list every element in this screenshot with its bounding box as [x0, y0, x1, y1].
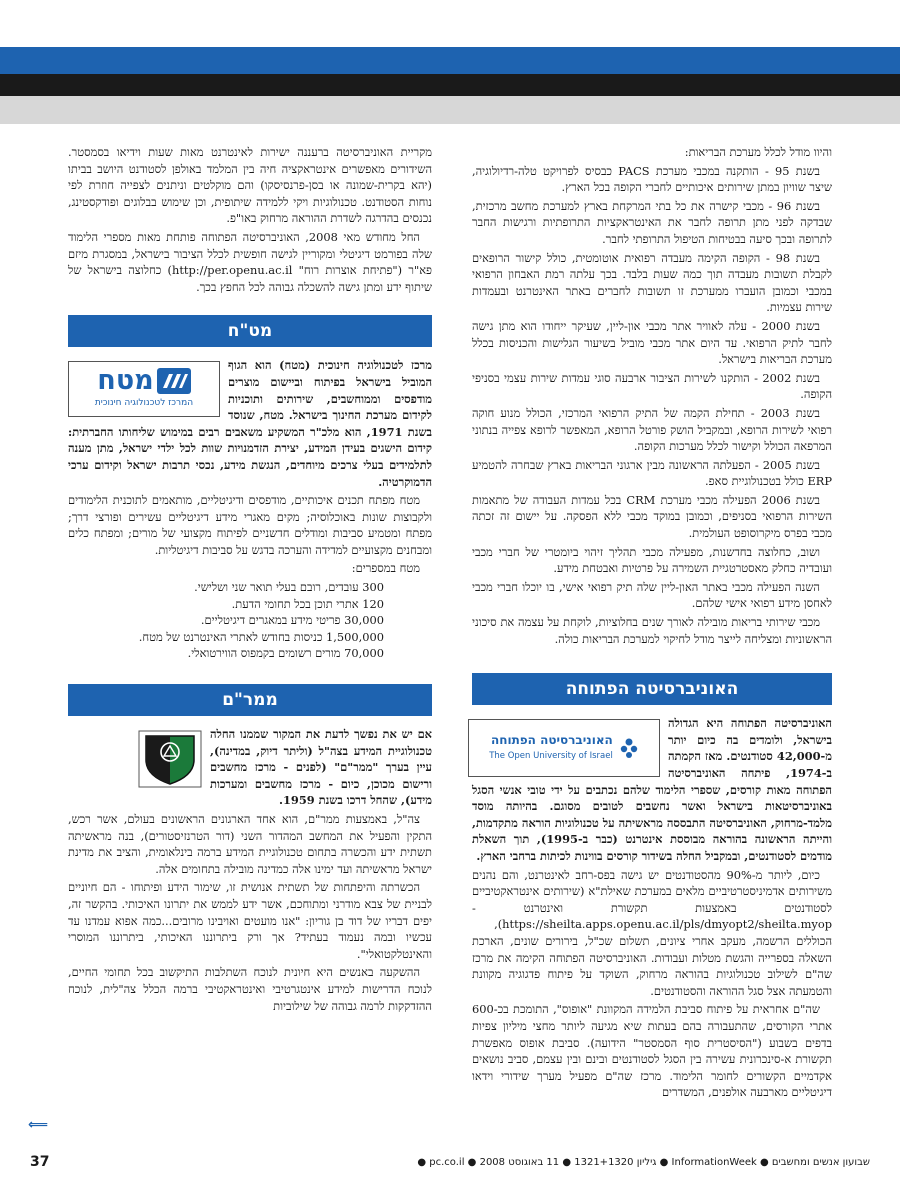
matach-list-item: 30,000 פריטי מידע במאגרים דיגיטליים. — [200, 613, 384, 628]
open-university-heading: האוניברסיטה הפתוחה — [472, 673, 832, 705]
open-university-logo — [468, 719, 660, 777]
mamram-logo — [138, 730, 202, 788]
mamram-emblem-icon — [138, 730, 202, 788]
matach-logo-subtitle: המרכז לטכנולוגיה חינוכית — [94, 398, 194, 409]
open-university-continued: מקריית האוניברסיטה ברעננה ישירות לאינטרנט מאות שעות וידיאו בסמסטר. השידורים מאפשרים אינטראקציה חיה בין המלמד באולפן לסטודנט היושב בביתו (יהא בקרית-שמונה או בסן-פרנסיסקו) והם מוקלטים וניתנים לצפייה חוזרת לפי נוחות הסטודנט. טכנולוגיות ויקי ללמידה שיתופית, וכן שימוש בבלוגים ופודקסטינג, נכנסים בהדרגה לשדרת ההוראה מרחוק באו"פ. — [68, 145, 432, 226]
page-footer — [0, 1154, 900, 1171]
maccabi-paragraph: בשנת 2000 - עלה לאוויר אתר מכבי און-ליין, שעיקר ייחודו הוא מתן גישה לחבר לתיק הרפואי. עד היום אתר מכבי מוביל בשיעור הגלישות והכניסות בכלל מערכת הבריאות בישראל. — [472, 318, 832, 367]
maccabi-paragraph: בשנת 95 - הותקנה במכבי מערכת PACS כבסיס לפרויקט טלה-רדיולוגיה, שיצר שוויון במתן שירותים איכותיים לחברי הקופה בכל הארץ. — [472, 163, 832, 195]
left-column — [68, 144, 432, 1016]
continue-arrow-icon: ⟸ — [28, 1117, 49, 1133]
header-blue-band — [0, 47, 900, 74]
open-university-paragraph: כיום, ליותר מ-90% מהסטודנטים יש גישה בפס-רחב לאינטרנט, והם נהנים משירותים אדמיניסטרטיביים מלאים במערכת שאילת"א (שירותים אינטראקטיביים לסטודנטים באמצעות תקשורת ואינטרנט - https://sheilta.apps.openu.ac.il/pls/dmyopt2/sheilta.myop), הכוללים הרשמה, מעקב אחרי ציונים, תשלום שכ"ל, בירורים שונים, הארכת השאלה בספרייה והגשת מטלות ועבודות. האוניברסיטה הפתוחה הקימה את מרכז שה"ם לשילוב טכנולוגיות בהוראה מרחוק, השוקד על פיתוח פדגוגיה מקוונת והטמעתה אצל סגל ההוראה והסטודנטים. — [472, 867, 832, 998]
matach-heading: מט"ח — [68, 315, 432, 347]
mamram-paragraph: צה"ל, באמצעות ממר"ם, הוא אחד הארגונים הראשונים בעולם, אשר רכש, התקין והפעיל את המחשב המהדור השני (דור הטרנזיסטורים), בנה מראשיתה תשתית ידע והכשרה בתחום טכנולוגיית המידע ברמה בינלאומית, והציב את מדינת ישראל מראשיתה ועד ימינו אלה כמדינה מובילה בתחומים אלה. — [68, 812, 432, 876]
maccabi-paragraph: בשנת 2006 הפעילה מכבי מערכת CRM בכל עמדות העבודה של מתאמות השירות הרפואי בסניפים, וכמובן במוקד מכבי ללא הפסקה. על יישום זה זכתה מכבי בפרס מיקרוסופט העולמית. — [472, 492, 832, 541]
maccabi-paragraph: ושוב, כחלוצה בחדשנות, מפעילה מכבי תהליך זיהוי ביומטרי של חברי מכבי ועובדיה כחלק מאסטרטגיית השמירה על פרטיות ואבטחת מידע. — [472, 544, 832, 576]
right-column — [472, 144, 832, 1103]
header-gray-band — [0, 96, 900, 124]
matach-list-item: 300 עובדים, רובם בעלי תואר שני ושלישי. — [194, 580, 384, 595]
open-university-logo-hebrew: האוניברסיטה הפתוחה — [490, 732, 613, 747]
mamram-lead: אם יש את נפשך לדעת את המקור שממנו החלה טכנולוגיית המידע בצה"ל (וליתר דיוק, במדינה), עיין בערך "ממר"ם" (לפנים - מרכז מחשבים ורישום מכוכן, כיום - מרכז מחשבים ומערכות מידע), שהחל דרכו בשנת 1959. — [210, 727, 432, 808]
maccabi-paragraph: בשנת 2002 - הותקנו לשירות הציבור ארבעה סוגי עמדות שירות עצמי בסניפי הקופה. — [472, 370, 832, 402]
matach-list-item: 70,000 מורים רשומים בקמפוס הווירטואלי. — [187, 646, 384, 661]
maccabi-paragraph: מכבי שירותי בריאות מובילה לאורך שנים בחלוציות, לוקחת על עצמה את סיכוני הראשוניות ומצליחה לייצר מודל לחיקוי למערכת הבריאות כולה. — [472, 615, 832, 646]
open-university-paragraph: שה"ם אחראית על פיתוח סביבת הלמידה המקוונת "אופוס", התומכת בכ-600 אתרי הקורסים, שהתעבורה בהם בעתות שיא מגיעה ליותר מחצי מיליון צפיות בדפים בשבוע ("הסיסטרית סוף הסמסטר" הידועה). סביבת אופוס מאפשרת תקשורת א-סינכרונית עשירה בין הסגל לסטודנטים ובינם ובין עצמם, סביב נושאים אקדמיים הקשורים לחומר הלימוד. מרכז שה"ם מפעיל מערך שידורי וידאו דיגיטליים מארבעה אולפנים, המשדרים — [472, 1002, 832, 1100]
footer-publication-line: שבועון אנשים ומחשבים ● InformationWeek ● גיליון 1321+1320 ● 11 באוגוסט 2008 ● pc.co.il ● — [417, 1157, 870, 1168]
matach-lead: מרכז לטכנולוגיה חינוכית (מטח) הוא הגוף המוביל בישראל בפיתוח וביישום מוצרים מודפסים וממוחשבים, שירותים ותוכניות לקידום מערכת החינוך בישראל. מטח, שנוסד בשנת 1971, הוא מלכ"ר המשקיע משאבים רבים במימוש שליחותו החברתית: קידום הישגים בעידן המידע, יצירת הזדמנויות שוות לכל ילדי ישראל, מתן מענה לתלמידים בעלי צרכים מיוחדים, הנגשת מידע, נכסי תרבות ישראל וקידום ערכי הדמוקרטיה. — [68, 358, 432, 489]
maccabi-paragraph: השנה הפעילה מכבי באתר האון-ליין שלה תיק רפואי אישי, בו יוכלו חברי מכבי לאחסן מידע רפואי אישי שלהם. — [472, 579, 832, 611]
maccabi-paragraph: בשנת 96 - מכבי קישרה את כל בתי המרקחת בארץ למערכת מחשב מרכזית, שבדקה לפני מתן תרופה לחבר את האינטראקציות התרופתיות ורגישות החבר לתרופה ובכך סיעה בבטיחות הטיפול התרופתי לחבר. — [472, 198, 832, 246]
matach-list-item: 1,500,000 כניסות בחודש לאתרי האינטרנט של מטח. — [138, 629, 384, 644]
open-university-continued: החל מחודש מאי 2008, האוניברסיטה הפתוחה פותחת מאות מספרי הלימוד שלה בפורמט דיגיטלי ומקוריין לגישה חופשית לכלל הציבור בישראל, במסגרת מיזם פא"ר ("פתיחת אוצרות רוח" http://per.openu.ac.il) כחלוצה בישראל של שיתוף ידע ומתן גישה להשכלה גבוהה לכל החפץ בכך. — [68, 229, 432, 294]
matach-list-intro: מטח במספרים: — [351, 561, 420, 576]
maccabi-intro: והיוו מודל לכלל מערכת הבריאות: — [684, 145, 832, 159]
open-university-lead: האוניברסיטה הפתוחה היא הגדולה בישראל, ולומדים בה כיום יותר מ-42,000 סטודנטים. מאז הקמתה ב-1974, פיתחה האוניברסיטה הפתוחה מאות קורסים, שספרי הלימוד שלהם נכתבים על ידי טובי אנשי הסגל באוניברסיטאות בישראל ואשר נחשבים לטובים מסוגם. בהיותה מוסד מלמד-מרחוק, האוניברסיטה התבססה מראשיתה על טכנולוגיות הוראה מתקדמות, והייתה הראשונה בהוראה מבוססת אינטרנט (כבר ב-1995), תוך השאלת מודמים לסטודנטים, ובמקביל החלה בשידור קורסים בווינות לכיתות ברחבי הארץ. — [472, 716, 832, 863]
matach-list-item: 120 אתרי תוכן בכל תחומי הדעת. — [231, 596, 384, 611]
maccabi-paragraph: בשנת 2003 - תחילת הקמה של התיק הרפואי המרכזי, הכולל מנוע חוקה רפואי לשירות הרופא, ובמקביל הושק פורטל הרופא, המאפשר לרופא צפייה בנתוני המרפאה הכולל וקישור לכלל מערכות הקופה. — [472, 405, 832, 454]
maccabi-paragraph: בשנת 98 - הקופה הקימה מעבדה רפואית אוטומטית, כולל קישור הרופאים לקבלת תשובות מעבדה תוך כמה שעות בלבד. בכך עלתה רמת האבחון הרפואי במכבי וכמובן הועברו ממערכת זו תשובות לחברים באתר האינטרנט ובעמדות שירות עצמיות. — [472, 250, 832, 315]
mamram-paragraph: הכשרתה והיפתחות של תשתית אנושית זו, שימור הידע ופיתוחו - הם חיוניים לבניית של צבא מודרני ומתוחכם, אשר ידע לממש את יתרונו האיכותי. בהקשר זה, יפים דבריו של דוד בן גוריון: "אנו מועטים ואויבינו מרובים...כמה אפוא עמדנו עד עכשיו ובמה נעמוד בעתיד? אך ורק ביתרוננו האיכותי, ביתרוננו המוסרי והאינטלקטואלי". — [68, 880, 432, 961]
matach-emblem-icon — [157, 368, 191, 394]
open-university-logo-english: The Open University of Israel — [489, 751, 613, 762]
matach-logo-text: מטח — [97, 365, 154, 397]
maccabi-paragraph: בשנת 2005 - הפעלתה הראשונה מבין ארגוני הבריאות בארץ שבחרה להטמיע ERP כולל בטכנולוגיית סאפ. — [472, 457, 832, 489]
open-university-emblem-icon — [619, 737, 639, 759]
matach-logo — [68, 361, 220, 417]
header-black-band — [0, 74, 900, 96]
matach-paragraph: מטח מפתח תכנים איכותיים, מודפסים ודיגיטליים, מותאמים לתוכנית הלימודים ולקבוצות שונות באוכלוסיה; מקים מאגרי מידע דיגיטליים עשירים ופורצי דרך; מפתח ומטמיע סביבות ומודלים חדשניים לפיתוח מקצועי של מורים; ומפתח כלים ומבחנים מקצועיים למדידה והערכה בדגש על סביבות דיגיטליות. — [68, 493, 432, 557]
mamram-heading: ממר"ם — [68, 684, 432, 716]
page-number: 37 — [30, 1154, 50, 1170]
mamram-paragraph: ההשקעה באנשים היא חיונית לנוכח השתלבות התיקשוב בכל תחומי החיים, לנוכח הדרישות למידע אינטגרטיבי ואינטראקטיבי ברמה הכלל צה"לית, לנוכח ההזדקקות לרמה גבוהה של שילוביות — [68, 965, 432, 1013]
